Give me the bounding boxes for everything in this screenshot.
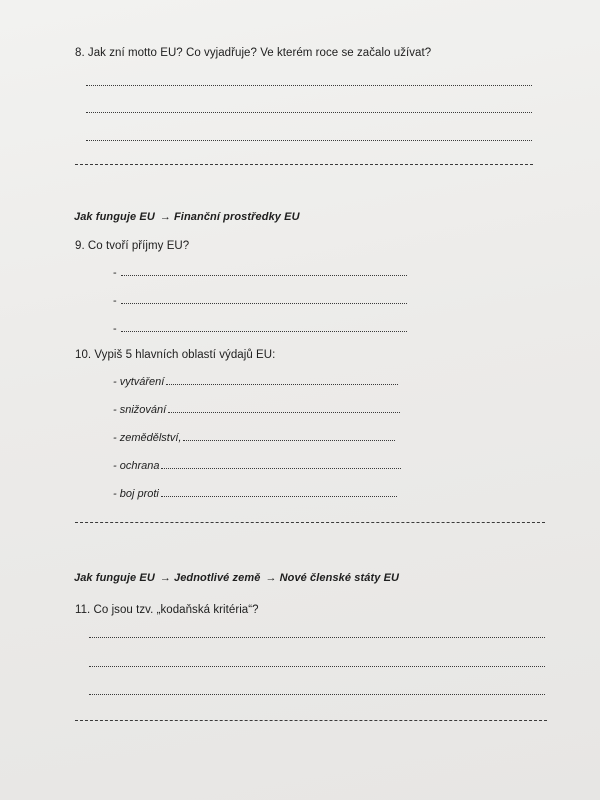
answer-line bbox=[121, 275, 407, 276]
expense-label: - vytváření bbox=[113, 376, 165, 388]
answer-bullet bbox=[113, 267, 407, 279]
answer-line bbox=[89, 694, 545, 695]
answer-line bbox=[183, 440, 395, 441]
bullet-dash: - bbox=[113, 267, 117, 279]
section-divider bbox=[75, 164, 533, 165]
heading-part: Jednotlivé země bbox=[173, 572, 261, 584]
section-heading-finance bbox=[74, 211, 300, 223]
expense-item bbox=[113, 460, 401, 472]
expense-item bbox=[113, 488, 397, 500]
answer-line bbox=[168, 412, 400, 413]
expense-label: - ochrana bbox=[113, 460, 160, 472]
answer-line bbox=[166, 384, 398, 385]
answer-line bbox=[89, 637, 545, 638]
answer-line bbox=[86, 112, 532, 113]
right-arrow-icon: → bbox=[265, 572, 277, 584]
answer-bullet bbox=[113, 323, 407, 335]
bullet-dash: - bbox=[113, 295, 117, 307]
section-divider bbox=[75, 522, 545, 523]
answer-line bbox=[86, 140, 532, 141]
expense-item bbox=[113, 432, 395, 444]
right-arrow-icon: → bbox=[159, 572, 171, 584]
heading-part: Jak funguje EU bbox=[74, 211, 155, 223]
right-arrow-icon: → bbox=[159, 211, 171, 223]
answer-line bbox=[121, 303, 407, 304]
heading-part: Jak funguje EU bbox=[74, 572, 155, 584]
answer-line bbox=[161, 496, 397, 497]
question-11: 11. Co jsou tzv. „kodaňská kritéria“? bbox=[75, 604, 259, 616]
bullet-dash: - bbox=[113, 323, 117, 335]
heading-part: Nové členské státy EU bbox=[279, 572, 400, 584]
answer-line bbox=[161, 468, 401, 469]
section-heading-new-members bbox=[74, 572, 399, 584]
question-8: 8. Jak zní motto EU? Co vyjadřuje? Ve kterém roce se začalo užívat? bbox=[75, 47, 432, 59]
answer-line bbox=[86, 85, 532, 86]
heading-part: Finanční prostředky EU bbox=[173, 211, 300, 223]
expense-item bbox=[113, 404, 400, 416]
expense-label: - snižování bbox=[113, 404, 167, 416]
answer-bullet bbox=[113, 295, 407, 307]
answer-line bbox=[89, 666, 545, 667]
answer-line bbox=[121, 331, 407, 332]
question-10: 10. Vypiš 5 hlavních oblastí výdajů EU: bbox=[75, 349, 276, 361]
section-divider bbox=[75, 720, 547, 721]
question-9: 9. Co tvoří příjmy EU? bbox=[75, 240, 190, 252]
expense-item bbox=[113, 376, 398, 388]
expense-label: - boj proti bbox=[113, 488, 159, 500]
expense-label: - zemědělství, bbox=[113, 432, 182, 444]
